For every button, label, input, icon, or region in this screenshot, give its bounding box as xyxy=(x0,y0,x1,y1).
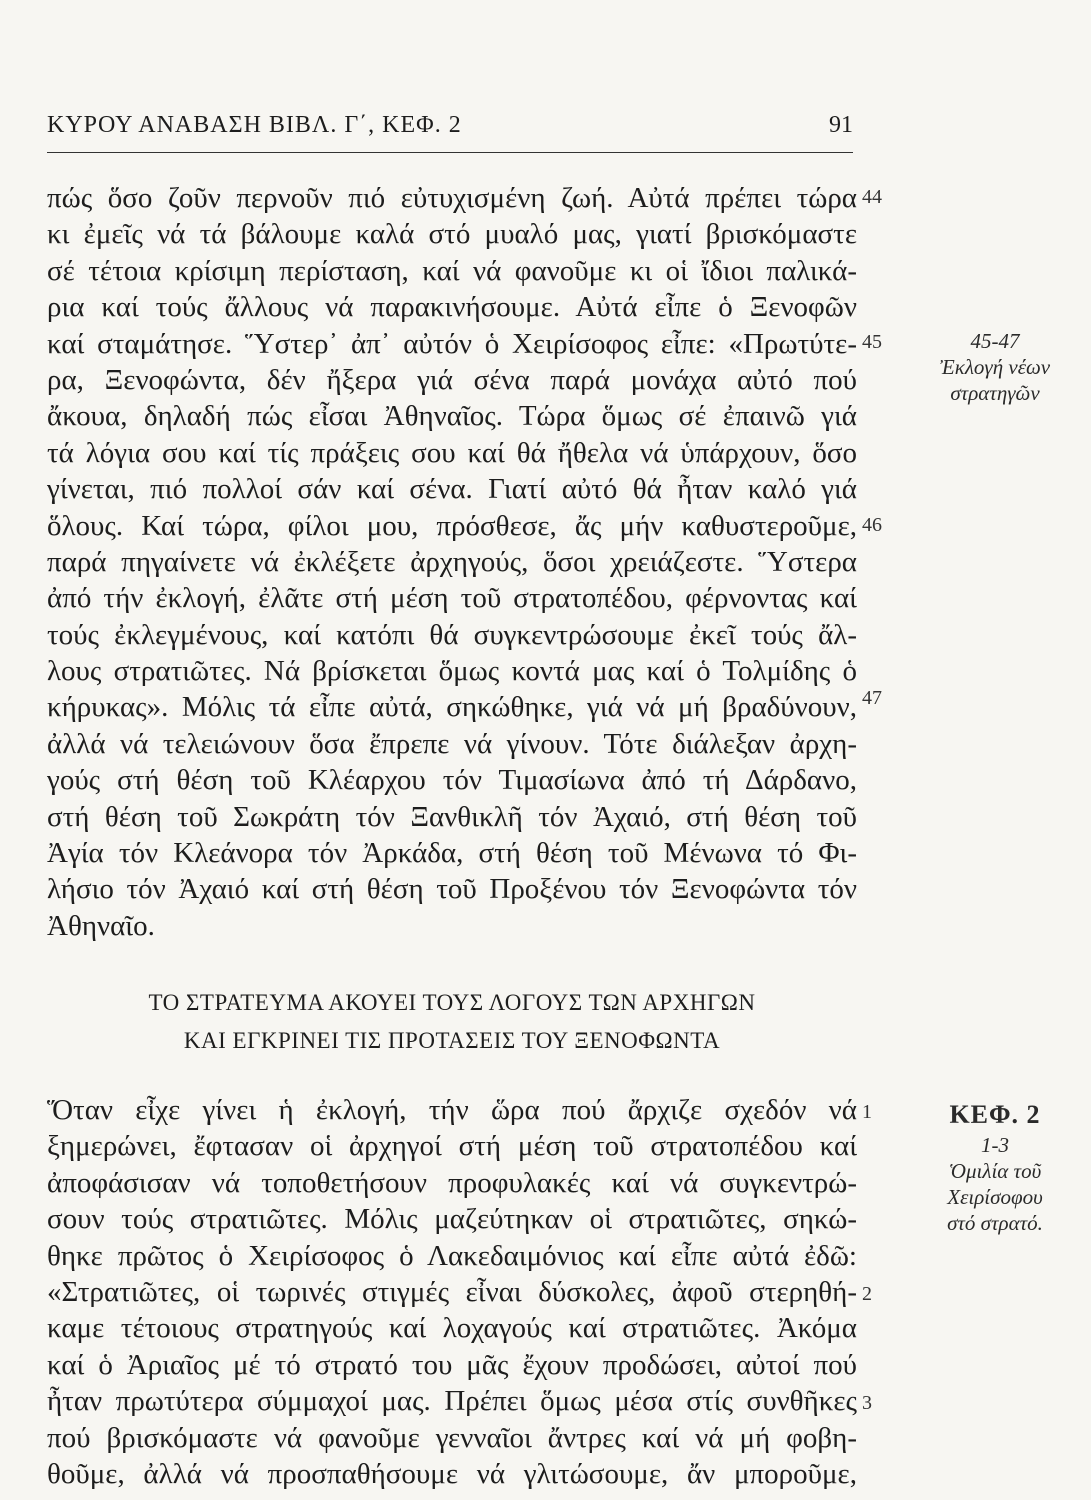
line-number: 1 xyxy=(862,1101,872,1123)
section-heading xyxy=(47,984,857,1060)
chapter-label: ΚΕΦ. 2 xyxy=(949,1100,1041,1129)
text-block-1 xyxy=(47,180,857,944)
page-number: 91 xyxy=(829,112,853,138)
text-line: πού βρισκόμαστε νά φανοῦμε γενναῖοι ἄντρες καί νά μή φοβη- xyxy=(47,1421,857,1454)
text-line: Ὅταν εἶχε γίνει ἡ ἐκλογή, τήν ὥρα πού ἄρχιζε σχεδόν νά xyxy=(47,1094,857,1126)
line-number: 3 xyxy=(862,1392,872,1414)
text-line: σέ τέτοια κρίσιμη περίσταση, καί νά φανοῦμε κι οἱ ἴδιοι παλικά- xyxy=(47,254,857,287)
text-line: θηκε πρῶτος ὁ Χειρίσοφος ὁ Λακεδαιμόνιος καί εἶπε αὐτά ἐδῶ: xyxy=(47,1239,857,1272)
margin-note-range: 45-47 xyxy=(970,329,1020,353)
text-line: ἄκουα, δηλαδή πώς εἶσαι Ἀθηναῖος. Τώρα ὅμως σέ ἐπαινῶ γιά xyxy=(47,400,857,433)
text-line: ἦταν πρωτύτερα σύμμαχοί μας. Πρέπει ὅμως μέσα στίς συνθῆκες xyxy=(47,1385,857,1418)
text-line: Ἀθηναῖο. xyxy=(47,909,155,942)
line-number: 46 xyxy=(862,514,882,536)
running-head: ΚΥΡΟΥ ΑΝΑΒΑΣΗ ΒΙΒΛ. Γ΄, ΚΕΦ. 2 xyxy=(47,112,462,138)
text-block-2 xyxy=(47,1092,857,1492)
text-line: ξημερώνει, ἔφτασαν οἱ ἀρχηγοί στή μέση τοῦ στρατοπέδου καί xyxy=(47,1130,857,1163)
line-number: 2 xyxy=(862,1283,872,1305)
text-line: καί ὁ Ἀριαῖος μέ τό στρατό του μᾶς ἔχουν προδώσει, αὐτοί πού xyxy=(47,1348,857,1381)
text-line: πώς ὅσο ζοῦν περνοῦν πιό εὐτυχισμένη ζωή. Αὐτά πρέπει τώρα xyxy=(47,182,857,214)
text-line: κι ἐμεῖς νά τά βάλουμε καλά στό μυαλό μας, γιατί βρισκόμαστε xyxy=(47,218,857,251)
text-line: σουν τούς στρατιῶτες. Μόλις μαζεύτηκαν οἱ στρατιῶτες, σηκώ- xyxy=(47,1203,857,1236)
text-line: γίνεται, πιό πολλοί σάν καί σένα. Γιατί αὐτό θά ἦταν καλό γιά xyxy=(47,473,857,506)
section-heading-line: ΤΟ ΣΤΡΑΤΕΥΜΑ ΑΚΟΥΕΙ ΤΟΥΣ ΛΟΓΟΥΣ ΤΩΝ ΑΡΧΗΓΩΝ xyxy=(148,990,756,1015)
margin-note-line: Ἐκλογή νέων xyxy=(939,355,1051,379)
text-line: ὅλους. Καί τώρα, φίλοι μου, πρόσθεσε, ἄς μήν καθυστεροῦμε, xyxy=(47,509,857,542)
text-line: κήρυκας». Μόλις τά εἶπε αὐτά, σηκώθηκε, γιά νά μή βραδύνουν, xyxy=(47,691,857,724)
text-line: ρα, Ξενοφώντα, δέν ἤξερα γιά σένα παρά μονάχα αὐτό πού xyxy=(47,363,857,396)
margin-note-chapter xyxy=(905,1098,1085,1236)
page-header xyxy=(47,112,853,153)
margin-note-election xyxy=(905,328,1085,406)
margin-note-line: στό στρατό. xyxy=(947,1211,1043,1235)
text-line: ρια καί τούς ἄλλους νά παρακινήσουμε. Αὐτά εἶπε ὁ Ξενοφῶν xyxy=(47,291,857,324)
margin-note-line: Ὁμιλία τοῦ xyxy=(948,1159,1042,1183)
margin-note-line: Χειρίσοφου xyxy=(947,1185,1043,1209)
margin-note-line: στρατηγῶν xyxy=(950,381,1040,405)
text-line: ἀλλά νά τελειώνουν ὅσα ἔπρεπε νά γίνουν. Τότε διάλεξαν ἀρχη- xyxy=(47,727,857,760)
text-line: Ἀγία τόν Κλεάνορα τόν Ἀρκάδα, στή θέση τοῦ Μένωνα τό Φι- xyxy=(47,837,857,870)
text-line: ἀπό τήν ἐκλογή, ἐλᾶτε στή μέση τοῦ στρατοπέδου, φέρνοντας καί xyxy=(47,582,857,615)
text-line: λους στρατιῶτες. Νά βρίσκεται ὅμως κοντά μας καί ὁ Τολμίδης ὁ xyxy=(47,655,857,688)
text-line: γούς στή θέση τοῦ Κλέαρχου τόν Τιμασίωνα ἀπό τή Δάρδανο, xyxy=(47,764,857,797)
line-number: 47 xyxy=(862,687,882,709)
text-line: τά λόγια σου καί τίς πράξεις σου καί θά ἤθελα νά ὑπάρχουν, ὅσο xyxy=(47,436,857,469)
section-heading-line: ΚΑΙ ΕΓΚΡΙΝΕΙ ΤΙΣ ΠΡΟΤΑΣΕΙΣ ΤΟΥ ΞΕΝΟΦΩΝΤΑ xyxy=(183,1028,721,1053)
text-line: καί σταμάτησε. Ὕστερ᾽ ἀπ᾽ αὐτόν ὁ Χειρίσοφος εἶπε: «Πρωτύτε- xyxy=(47,327,857,360)
text-line: ἀποφάσισαν νά τοποθετήσουν προφυλακές καί νά συγκεντρώ- xyxy=(47,1166,857,1199)
text-line: τούς ἐκλεγμένους, καί κατόπι θά συγκεντρώσουμε ἐκεῖ τούς ἄλ- xyxy=(47,618,857,651)
text-line: καμε τέτοιους στρατηγούς καί λοχαγούς καί στρατιῶτες. Ἀκόμα xyxy=(47,1312,857,1345)
text-line: «Στρατιῶτες, οἱ τωρινές στιγμές εἶναι δύσκολες, ἀφοῦ στερηθή- xyxy=(47,1275,857,1308)
line-number: 45 xyxy=(862,331,882,353)
text-line: παρά πηγαίνετε νά ἐκλέξετε ἀρχηγούς, ὅσοι χρειάζεστε. Ὕστερα xyxy=(47,545,857,578)
line-number: 44 xyxy=(862,186,882,208)
text-line: θοῦμε, ἀλλά νά προσπαθήσουμε νά γλιτώσουμε, ἄν μποροῦμε, xyxy=(47,1457,857,1490)
text-line: λήσιο τόν Ἀχαιό καί στή θέση τοῦ Προξένου τόν Ξενοφώντα τόν xyxy=(47,873,857,906)
margin-note-range: 1-3 xyxy=(981,1133,1009,1157)
text-line: στή θέση τοῦ Σωκράτη τόν Ξανθικλῆ τόν Ἀχαιό, στή θέση τοῦ xyxy=(47,800,857,833)
